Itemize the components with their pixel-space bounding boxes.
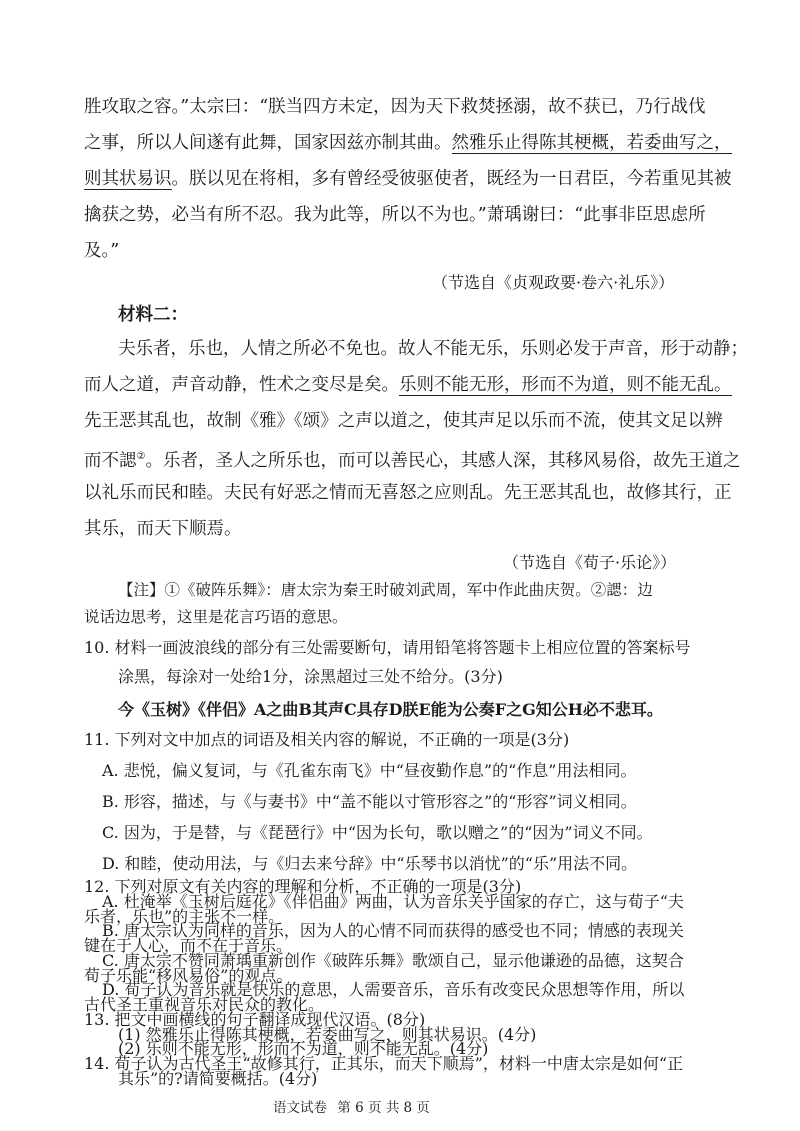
q11-option-d: D. 和睦，使动用法，与《归去来兮辞》中“乐琴书以消忧”的“乐”用法不同。 xyxy=(102,854,638,873)
material2-heading: 材料二： xyxy=(118,305,188,325)
footer-subject: 语文试卷 xyxy=(273,1100,327,1116)
q12-option-c-line-1: C. 唐太宗不赞同萧瑀重新创作《破阵乐舞》歌颂自己，显示他谦逊的品德，这契合 xyxy=(102,951,684,970)
passage1-line-4: 擒获之势，必当有所不忍。我为此等，所以不为也。”萧瑀谢曰：“此事非臣思虑所 xyxy=(84,205,706,225)
material2-line-1: 夫乐者，乐也，人情之所必不免也。故人不能无乐，乐则必发于声音，形于动静； xyxy=(118,339,748,359)
footer-page-number: 第 6 页 共 8 页 xyxy=(337,1100,430,1116)
material2-line-2-text: 而人之道，声音动静，性术之变尽是矣。 xyxy=(84,375,399,395)
page-footer xyxy=(273,1090,436,1126)
q13-sentence-2: (2) 乐则不能无形，形而不为道，则不能无乱。(4分) xyxy=(118,1039,489,1058)
material2-source: （节选自《荀子·乐论》） xyxy=(503,553,677,572)
material2-line-4 xyxy=(84,439,740,479)
q10-stem-line-2: 涂黑，每涂对一处给1分，涂黑超过三处不给分。(3分) xyxy=(118,667,503,686)
q14-line-2: 其乐”的?请简要概括。(4分) xyxy=(118,1069,318,1088)
q10-sentence: 今《玉树》《伴侣》A之曲B其声C具存D朕E能为公奏F之G知公H必不悲耳。 xyxy=(118,700,663,719)
q12-option-d-line-1: D. 荀子认为音乐就是快乐的意思，人需要音乐，音乐有改变民众思想等作用，所以 xyxy=(102,980,685,999)
note-line-2: 说话边思考，这里是花言巧语的意思。 xyxy=(84,608,348,626)
q13-sentence-1: (1) 然雅乐止得陈其梗概，若委曲写之，则其状易识。(4分) xyxy=(118,1025,537,1044)
q12-option-c-line-2: 荀子乐能“移风易俗”的观点。 xyxy=(84,966,293,985)
q12-option-d-line-2: 古代圣王重视音乐对民众的教化。 xyxy=(84,995,325,1014)
passage1-line-3-text: 。朕以见在将相，多有曾经受彼驱使者，既经为一日君臣，今若重见其被 xyxy=(171,169,732,189)
footnote-marker-2: ② xyxy=(136,451,146,462)
material2-line-6: 其乐，而天下顺焉。 xyxy=(84,519,242,539)
q12-stem: 12. 下列对原文有关内容的理解和分析，不正确的一项是(3分) xyxy=(84,877,522,896)
material2-line-4a: 而不諰 xyxy=(84,450,137,471)
passage1-line-3 xyxy=(84,161,732,197)
note-line-1: 【注】①《破阵乐舞》：唐太宗为秦王时破刘武周，军中作此曲庆贺。②諰：边 xyxy=(118,581,653,599)
material2-line-2 xyxy=(84,367,732,403)
q12-option-b-line-2: 键在于人心，而不在于音乐。 xyxy=(84,936,293,955)
q12-option-b-line-1: B. 唐太宗认为同样的音乐，因为人的心情不同而获得的感受也不同；情感的表现关 xyxy=(102,921,684,940)
material2-line-4b: 。乐者，圣人之所乐也，而可以善民心，其感人深，其移风易俗，故先王道之 xyxy=(145,450,741,471)
passage1-line-2-text: 之事，所以人间遂有此舞，国家因兹亦制其曲。 xyxy=(84,133,452,153)
q13-stem: 13. 把文中画横线的句子翻译成现代汉语。(8分) xyxy=(84,1010,426,1029)
q12-option-a-line-2: 乐者，乐也”的主张不一样。 xyxy=(84,907,285,926)
q10-stem-line-1: 10. 材料一画波浪线的部分有三处需要断句，请用铅笔将答题卡上相应位置的答案标号 xyxy=(84,638,691,657)
underlined-sentence-1-part-2: 则其状易识 xyxy=(84,169,172,189)
underlined-sentence-2: 乐则不能无形，形而不为道，则不能无乱。 xyxy=(399,375,732,395)
q11-option-c: C. 因为，于是替，与《琵琶行》中“因为长句，歌以赠之”的“因为”词义不同。 xyxy=(102,823,653,842)
passage1-source: （节选自《贞观政要·卷六·礼乐》） xyxy=(432,273,675,292)
q11-stem: 11. 下列对文中加点的词语及相关内容的解说，不正确的一项是(3分) xyxy=(84,730,570,749)
passage1-line-2 xyxy=(84,125,732,161)
passage1-line-1: 胜攻取之容。”太宗曰：“朕当四方未定，因为天下救焚拯溺，故不获已，乃行战伐 xyxy=(84,97,706,117)
q11-option-b: B. 形容，描述，与《与妻书》中“盖不能以寸管形容之”的“形容”词义相同。 xyxy=(102,792,637,811)
q14-line-1: 14. 荀子认为古代圣王“故修其行，正其乐，而天下顺焉”，材料一中唐太宗是如何“正 xyxy=(84,1054,684,1073)
material2-line-5: 以礼乐而民和睦。夫民有好恶之情而无喜怒之应则乱。先王恶其乱也，故修其行，正 xyxy=(84,483,732,503)
passage1-line-5: 及。” xyxy=(84,241,120,261)
q11-option-a: A. 悲悦，偏义复词，与《孔雀东南飞》中“昼夜勤作息”的“作息”用法相同。 xyxy=(102,761,637,780)
material2-line-3: 先王恶其乱也，故制《雅》《颂》之声以道之，使其声足以乐而不流，使其文足以辨 xyxy=(84,411,723,431)
underlined-sentence-1-part-1: 然雅乐止得陈其梗概，若委曲写之， xyxy=(451,133,732,153)
q12-option-a-line-1: A. 杜淹举《玉树后庭花》《伴侣曲》两曲，认为音乐关乎国家的存亡，这与荀子“夫 xyxy=(102,892,684,911)
